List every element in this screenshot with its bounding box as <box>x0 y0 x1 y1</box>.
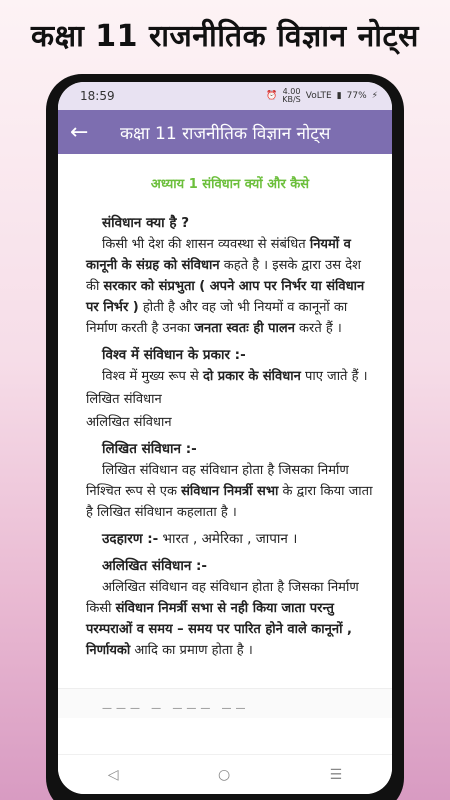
network-speed: 4.00 KB/S <box>282 87 301 104</box>
paragraph-written: लिखित संविधान वह संविधान होता है जिसका निर्माण निश्चित रूप से एक संविधान निमर्त्री सभा के द्वारा किया जाता है लिखित संविधान कहलाता है । <box>86 463 373 520</box>
status-icons <box>266 88 378 104</box>
content-fade <box>58 688 392 718</box>
example-line: उदहारण :- भारत , अमेरिका , जापान । <box>102 531 298 547</box>
signal-icon: ▮ <box>336 91 342 101</box>
notes-content[interactable] <box>58 154 392 661</box>
nav-back-icon[interactable]: ◁ <box>107 766 119 783</box>
heading-unwritten: अलिखित संविधान :- <box>102 558 208 574</box>
paragraph-definition: किसी भी देश की शासन व्यवस्था से संबंधित नियमों व कानूनी के संग्रह को संविधान कहते है । इसके द्वारा उस देश की सरकार को संप्रभुता ( अपने आप पर निर्भर या संविधान पर निर्भर ) होती है और वह जो भी नियमों व कानूनों का निर्माण करती है उनका जनता स्वतः ही पालन करते हैं । <box>86 237 365 336</box>
paragraph-types: विश्व में मुख्य रूप से दो प्रकार के संविधान पाए जाते हैं । <box>102 369 368 384</box>
status-bar <box>58 82 392 110</box>
list-item-written: लिखित संविधान <box>86 392 162 407</box>
volte-label: VoLTE <box>305 91 332 101</box>
alarm-icon: ⏰ <box>266 91 278 101</box>
app-bar <box>58 110 392 154</box>
battery-icon: ⚡ <box>371 91 378 101</box>
paragraph-unwritten: अलिखित संविधान वह संविधान होता है जिसका निर्माण किसी संविधान निमर्त्री सभा से नही किया जाता परन्तु परम्पराओं व समय – समय पर पारित होने वाले कानूनों , निर्णायको आदि का प्रमाण होता है । <box>86 580 359 658</box>
arrow-left-icon[interactable]: ← <box>70 119 89 145</box>
battery-label: 77% <box>346 91 367 101</box>
cut-off-text: ——— — ——— —— <box>102 703 250 714</box>
system-nav-bar <box>58 754 392 794</box>
promo-title: कक्षा 11 राजनीतिक विज्ञान नोट्स <box>31 19 419 54</box>
chapter-title: अध्याय 1 संविधान क्यों और कैसे <box>150 177 310 192</box>
heading-written: लिखित संविधान :- <box>102 441 197 457</box>
app-bar-title: कक्षा 11 राजनीतिक विज्ञान नोट्स <box>120 123 331 144</box>
nav-home-icon[interactable]: ○ <box>217 766 231 783</box>
list-item-unwritten: अलिखित संविधान <box>86 415 172 430</box>
heading-types: विश्व में संविधान के प्रकार :- <box>102 347 246 363</box>
heading-what-is-constitution: संविधान क्या है ? <box>102 215 190 231</box>
phone-screen <box>58 82 392 794</box>
nav-recents-icon[interactable]: ☰ <box>329 766 343 783</box>
status-time: 18:59 <box>80 89 115 103</box>
